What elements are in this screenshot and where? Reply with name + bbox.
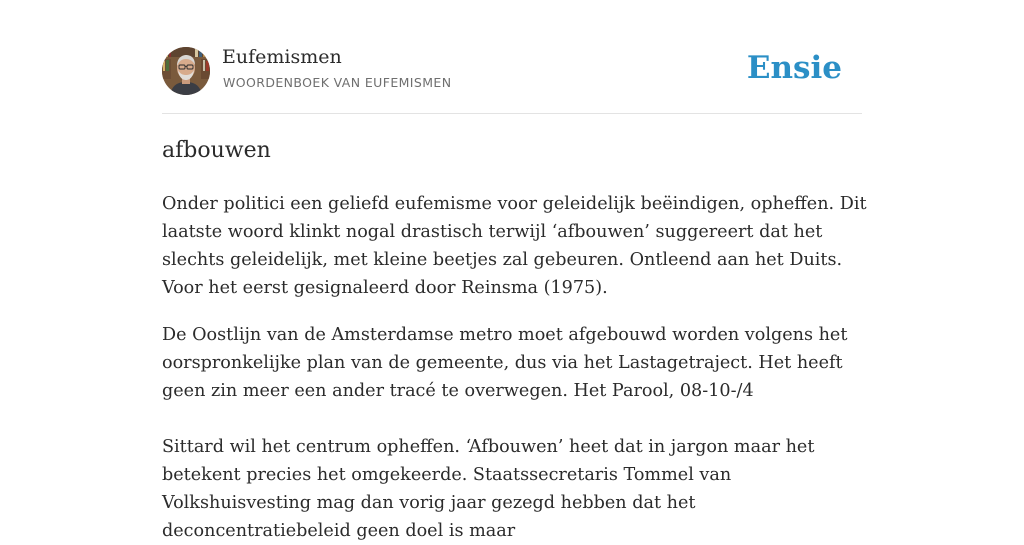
entry-quote: De Oostlijn van de Amsterdamse metro moet afgebouwd worden volgens het oorspronkelijke plan van de gemeente, dus via het Lastagetraject. Het heeft geen zin meer een ander tracé te overwegen. Het Parool, 08-10-/4 xyxy=(162,325,848,401)
entry-body xyxy=(162,190,867,545)
entry-definition: Onder politici een geliefd eufemisme voor geleidelijk beëindigen, opheffen. Dit laatste woord klinkt nogal drastisch terwijl ‘afbouwen’ suggereert dat het slechts geleidelijk, met kleine beetjes zal gebeuren. Ontleend aan het Duits. Voor het eerst gesignaleerd door Reinsma (1975). xyxy=(162,194,867,298)
header xyxy=(162,46,862,96)
author-name[interactable]: Eufemismen xyxy=(222,46,342,68)
header-divider xyxy=(162,113,862,114)
entry-headword: afbouwen xyxy=(162,138,271,163)
author-subtitle[interactable]: WOORDENBOEK VAN EUFEMISMEN xyxy=(223,75,452,90)
ensie-logo[interactable]: Ensie xyxy=(746,50,842,86)
avatar[interactable] xyxy=(162,47,210,95)
author-portrait-image xyxy=(162,47,210,95)
entry-quote: Sittard wil het centrum opheffen. ‘Afbouwen’ heet dat in jargon maar het betekent precies het omgekeerde. Staatssecretaris Tommel van Volkshuisvesting mag dan vorig jaar gezegd hebben dat het deconcentratiebeleid geen doel is maar xyxy=(162,437,815,541)
